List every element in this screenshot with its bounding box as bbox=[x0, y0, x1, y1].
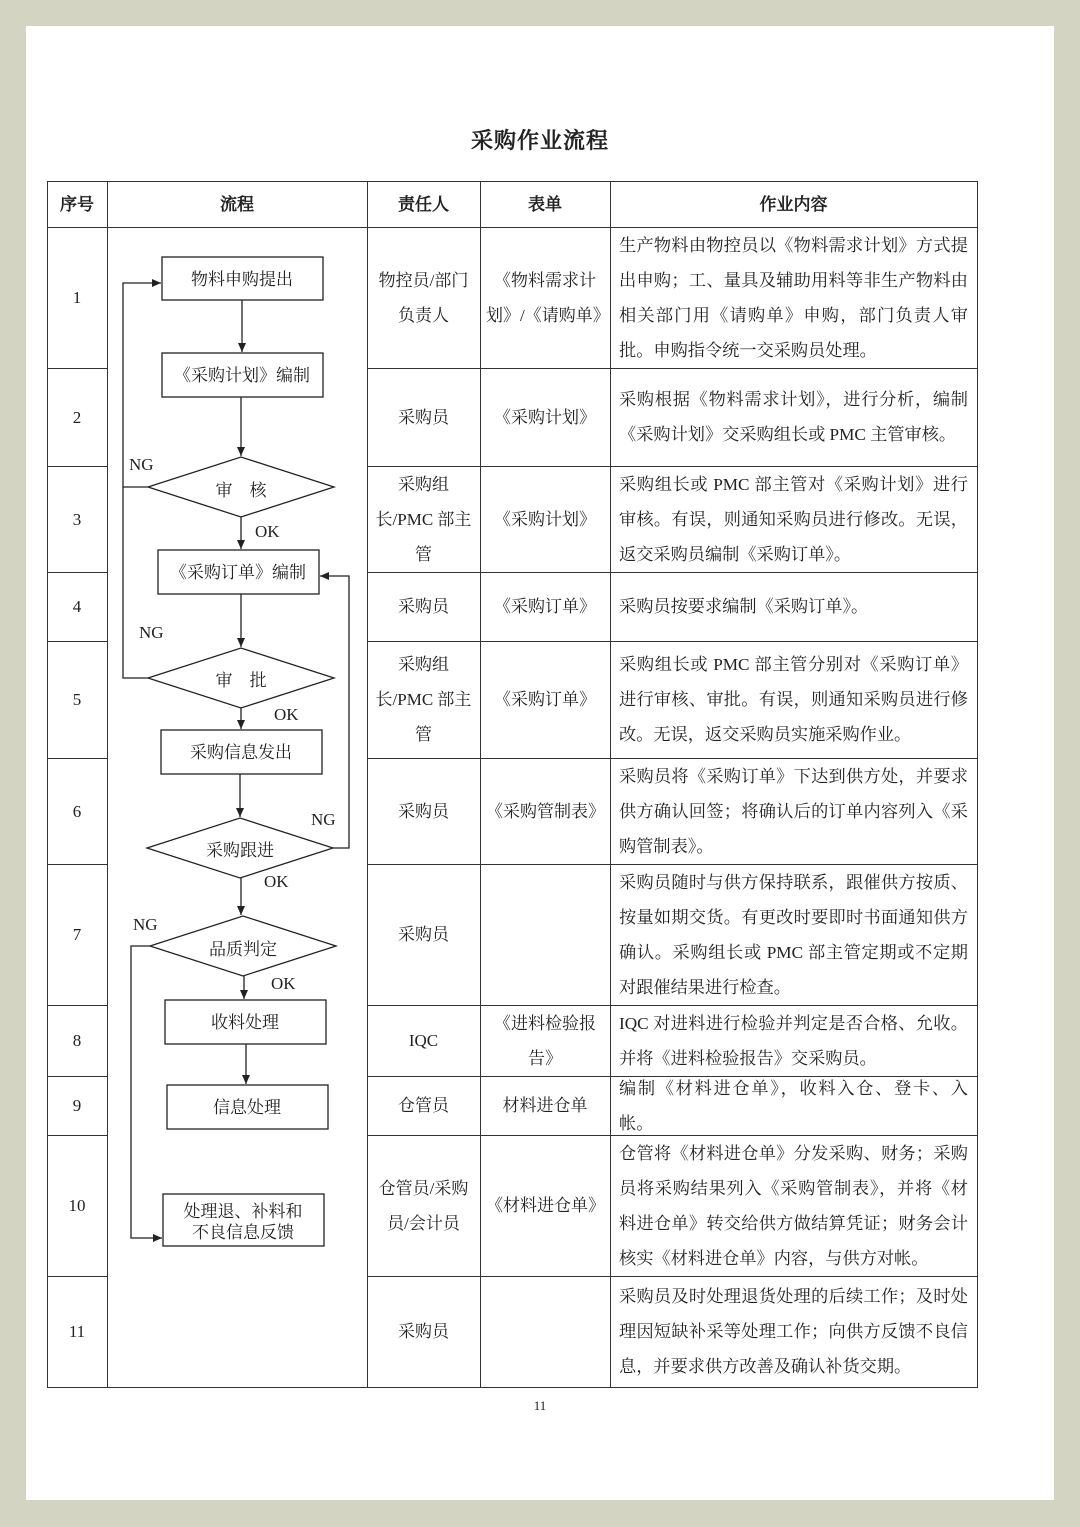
flow-box-info-label: 信息处理 bbox=[213, 1098, 281, 1117]
row-form: 材料进仓单 bbox=[502, 1096, 588, 1115]
flow-diamond-approve-label: 审 批 bbox=[215, 671, 267, 690]
row-owner: 采购员 bbox=[398, 407, 449, 427]
row-content: 生产物料由物控员以《物料需求计划》方式提出申购；工、量具及辅助用料等非生产物料由相关部门用《请购单》申购，部门负责人审批。申购指令统一交采购员处理。 bbox=[619, 235, 968, 360]
row-content: IQC 对进料进行检验并判定是否合格、允收。并将《进料检验报告》交采购员。 bbox=[619, 1013, 968, 1068]
row-form: 《采购管制表》 bbox=[486, 801, 605, 821]
row-number: 7 bbox=[72, 925, 82, 944]
ok-label: OK bbox=[271, 974, 296, 993]
row-owner: 采购员 bbox=[398, 1322, 449, 1341]
row-number: 3 bbox=[72, 509, 82, 529]
ok-label: OK bbox=[274, 705, 299, 724]
row-content: 采购根据《物料需求计划》，进行分析，编制《采购计划》交采购组长或 PMC 主管审核。 bbox=[619, 390, 968, 444]
row-content: 采购员随时与供方保持联系，跟催供方按质、按量如期交货。有更改时要即时书面通知供方确认。采购组长或 PMC 部主管定期或不定期对跟催结果进行检查。 bbox=[619, 872, 968, 997]
row-form: 《采购计划》 bbox=[494, 509, 596, 529]
flow-box-request-label: 物料申购提出 bbox=[191, 270, 293, 289]
flow-diamond-review-label: 审 核 bbox=[215, 481, 267, 500]
flow-box-return-label-1: 处理退、补料和 bbox=[183, 1202, 303, 1221]
ng-label: NG bbox=[139, 623, 164, 642]
row-owner: 采购组长/PMC 部主管 bbox=[375, 655, 472, 744]
ng-label: NG bbox=[129, 455, 154, 474]
row-number: 9 bbox=[72, 1096, 82, 1115]
row-content: 编制《材料进仓单》，收料入仓、登卡、入帐。 bbox=[619, 1078, 968, 1133]
row-content: 采购员将《采购订单》下达到供方处，并要求供方确认回签；将确认后的订单内容列入《采购管制表》。 bbox=[619, 766, 968, 856]
flow-diamond-quality-label: 品质判定 bbox=[209, 940, 277, 959]
row-number: 1 bbox=[72, 288, 82, 307]
row-number: 2 bbox=[72, 407, 82, 427]
row-content: 采购员按要求编制《采购订单》。 bbox=[619, 597, 869, 616]
row-number: 11 bbox=[68, 1322, 86, 1341]
header-seq: 序号 bbox=[60, 194, 94, 214]
page-number: 11 bbox=[533, 1398, 547, 1413]
flow-box-plan-label: 《采购计划》编制 bbox=[174, 366, 310, 385]
row-form: 《进料检验报告》 bbox=[494, 1013, 596, 1068]
row-form: 《物料需求计划》/《请购单》 bbox=[486, 270, 610, 325]
row-owner: 物控员/部门负责人 bbox=[378, 270, 469, 325]
header-owner: 责任人 bbox=[398, 194, 449, 214]
row-number: 5 bbox=[72, 690, 82, 709]
row-owner: IQC bbox=[408, 1031, 439, 1050]
row-number: 10 bbox=[68, 1196, 86, 1215]
row-form: 《采购计划》 bbox=[494, 407, 596, 427]
row-content: 仓管将《材料进仓单》分发采购、财务；采购员将采购结果列入《采购管制表》，并将《材料进仓单》转交给供方做结算凭证；财务会计核实《材料进仓单》内容，与供方对帐。 bbox=[619, 1143, 968, 1268]
header-flow: 流程 bbox=[220, 194, 254, 214]
flow-diamond-followup-label: 采购跟进 bbox=[206, 841, 274, 860]
flow-box-return-label-2: 不良信息反馈 bbox=[192, 1223, 294, 1242]
row-form: 《材料进仓单》 bbox=[486, 1196, 605, 1215]
row-content: 采购组长或 PMC 部主管对《采购计划》进行审核。有误，则通知采购员进行修改。无误，返交采购员编制《采购订单》。 bbox=[619, 474, 968, 564]
ng-label: NG bbox=[311, 810, 336, 829]
row-number: 8 bbox=[72, 1031, 82, 1050]
header-content: 作业内容 bbox=[759, 194, 828, 214]
row-owner: 仓管员/采购员/会计员 bbox=[378, 1178, 469, 1233]
row-owner: 仓管员 bbox=[398, 1096, 449, 1115]
row-number: 4 bbox=[72, 597, 82, 616]
row-owner: 采购员 bbox=[398, 597, 449, 616]
row-owner: 采购组长/PMC 部主管 bbox=[375, 474, 472, 564]
row-form: 《采购订单》 bbox=[494, 690, 596, 709]
ok-label: OK bbox=[264, 872, 289, 891]
row-form: 《采购订单》 bbox=[494, 597, 596, 616]
ng-label: NG bbox=[133, 915, 158, 934]
header-form: 表单 bbox=[528, 194, 562, 214]
row-content: 采购组长或 PMC 部主管分别对《采购订单》进行审核、审批。有误，则通知采购员进行修改。无误，返交采购员实施采购作业。 bbox=[619, 655, 968, 744]
flow-box-order-label: 《采购订单》编制 bbox=[170, 563, 306, 582]
row-content: 采购员及时处理退货处理的后续工作；及时处理因短缺补采等处理工作；向供方反馈不良信息，并要求供方改善及确认补货交期。 bbox=[619, 1287, 968, 1376]
flow-box-receive-label: 收料处理 bbox=[211, 1013, 279, 1032]
flow-box-issue-label: 采购信息发出 bbox=[190, 743, 292, 762]
row-owner: 采购员 bbox=[398, 801, 449, 821]
row-owner: 采购员 bbox=[398, 925, 449, 944]
row-number: 6 bbox=[72, 801, 82, 821]
ok-label: OK bbox=[255, 522, 280, 541]
page-title: 采购作业流程 bbox=[470, 128, 609, 153]
